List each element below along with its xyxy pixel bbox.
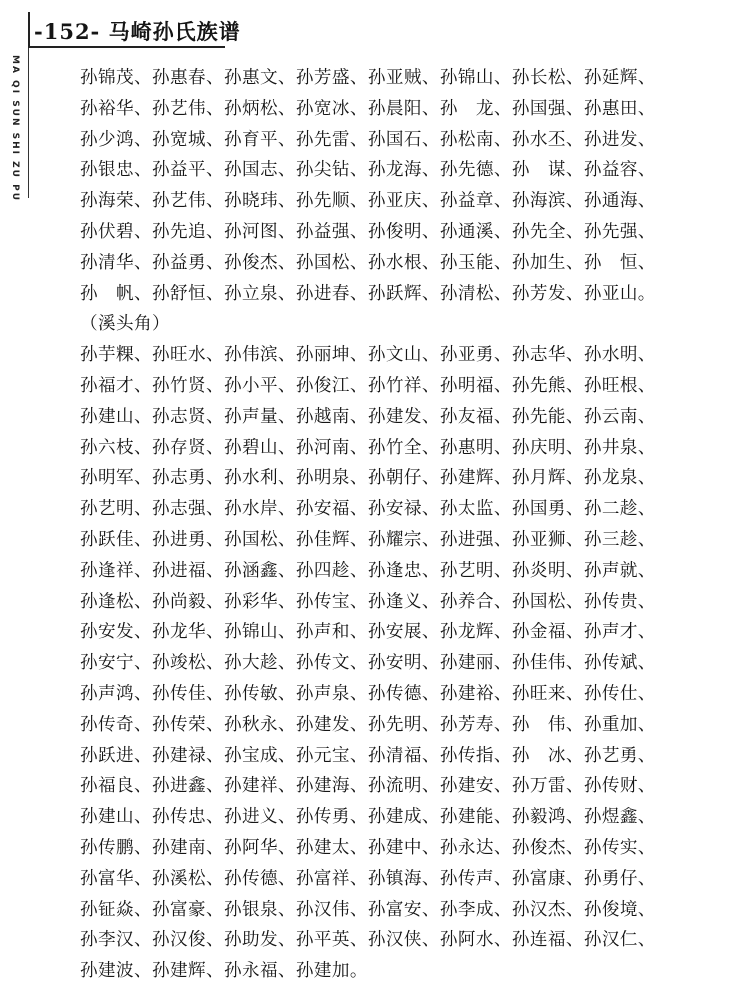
name-line: 孙钲焱、孙富豪、孙银泉、孙汉伟、孙富安、孙李成、孙汉杰、孙俊境、	[80, 899, 656, 920]
name-line: 孙银忠、孙益平、孙国志、孙尖钻、孙龙海、孙先德、孙 谋、孙益容、	[80, 160, 656, 181]
name-line: 孙声鸿、孙传佳、孙传敏、孙声泉、孙传德、孙建裕、孙旺来、孙传仕、	[80, 683, 656, 704]
name-line: 孙李汉、孙汉俊、孙助发、孙平英、孙汉侠、孙阿水、孙连福、孙汉仁、	[80, 930, 656, 951]
name-line: 孙少鸿、孙宽城、孙育平、孙先雷、孙国石、孙松南、孙水丕、孙进发、	[80, 129, 656, 150]
name-line: 孙建山、孙传忠、孙进义、孙传勇、孙建成、孙建能、孙毅鸿、孙煜鑫、	[80, 807, 656, 828]
name-line: 孙逢祥、孙进福、孙涵鑫、孙四趁、孙逢忠、孙艺明、孙炎明、孙声就、	[80, 560, 656, 581]
header-rule	[30, 46, 225, 48]
name-line: 孙建波、孙建辉、孙永福、孙建加。	[80, 961, 368, 982]
name-list	[80, 63, 720, 987]
name-line: 孙裕华、孙艺伟、孙炳松、孙宽冰、孙晨阳、孙 龙、孙国强、孙惠田、	[80, 98, 656, 119]
name-line: 孙六枝、孙存贤、孙碧山、孙河南、孙竹全、孙惠明、孙庆明、孙井泉、	[80, 437, 656, 458]
name-line: 孙富华、孙溪松、孙传德、孙富祥、孙镇海、孙传声、孙富康、孙勇仔、	[80, 868, 656, 889]
name-line: 孙跃佳、孙进勇、孙国松、孙佳辉、孙耀宗、孙进强、孙亚狮、孙三趁、	[80, 529, 656, 550]
name-line: 孙建山、孙志贤、孙声量、孙越南、孙建发、孙友福、孙先能、孙云南、	[80, 406, 656, 427]
name-line: 孙福良、孙进鑫、孙建祥、孙建海、孙流明、孙建安、孙万雷、孙传财、	[80, 776, 656, 797]
name-line: 孙芋粿、孙旺水、孙伟滨、孙丽坤、孙文山、孙亚勇、孙志华、孙水明、	[80, 345, 656, 366]
name-line: 孙艺明、孙志强、孙水岸、孙安福、孙安禄、孙太监、孙国勇、孙二趁、	[80, 499, 656, 520]
name-line: 孙传鹏、孙建南、孙阿华、孙建太、孙建中、孙永达、孙俊杰、孙传实、	[80, 837, 656, 858]
name-line: 孙逢松、孙尚毅、孙彩华、孙传宝、孙逢义、孙养合、孙国松、孙传贵、	[80, 591, 656, 612]
name-line: 孙明军、孙志勇、孙水利、孙明泉、孙朝仔、孙建辉、孙月辉、孙龙泉、	[80, 468, 656, 489]
header-frame-left	[28, 12, 30, 48]
name-line: 孙 帆、孙舒恒、孙立泉、孙进春、孙跃辉、孙清松、孙芳发、孙亚山。	[80, 283, 656, 304]
page-header: -152- 马崎孙氏族谱	[34, 19, 241, 44]
name-line: 孙安发、孙龙华、孙锦山、孙声和、孙安展、孙龙辉、孙金福、孙声才、	[80, 622, 656, 643]
section-heading: （溪头角）	[80, 314, 170, 335]
side-rule	[28, 48, 29, 198]
name-line: 孙福才、孙竹贤、孙小平、孙俊江、孙竹祥、孙明福、孙先熊、孙旺根、	[80, 375, 656, 396]
name-line: 孙清华、孙益勇、孙俊杰、孙国松、孙水根、孙玉能、孙加生、孙 恒、	[80, 252, 656, 273]
side-running-title: MA QI SUN SHI ZU PU	[10, 55, 20, 203]
name-line: 孙锦茂、孙惠春、孙惠文、孙芳盛、孙亚贼、孙锦山、孙长松、孙延辉、	[80, 68, 656, 88]
name-line: 孙伏碧、孙先追、孙河图、孙益强、孙俊明、孙通溪、孙先全、孙先强、	[80, 221, 656, 242]
name-line: 孙跃进、孙建禄、孙宝成、孙元宝、孙清福、孙传指、孙 冰、孙艺勇、	[80, 745, 656, 766]
name-line: 孙安宁、孙竣松、孙大趁、孙传文、孙安明、孙建丽、孙佳伟、孙传斌、	[80, 653, 656, 674]
name-line: 孙传奇、孙传荣、孙秋永、孙建发、孙先明、孙芳寿、孙 伟、孙重加、	[80, 714, 656, 735]
name-line: 孙海荣、孙艺伟、孙晓玮、孙先顺、孙亚庆、孙益章、孙海滨、孙通海、	[80, 191, 656, 212]
